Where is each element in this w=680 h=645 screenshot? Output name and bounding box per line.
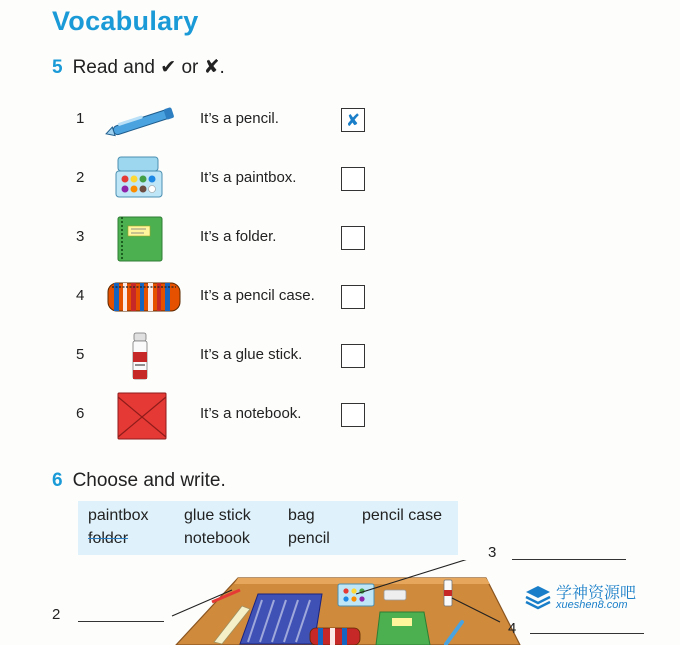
exercise-item-4 [0, 273, 400, 323]
label-number-2: 2 [52, 606, 61, 623]
word-bank-word-crossed: folder [88, 530, 129, 547]
word-bank [78, 501, 458, 555]
label-number-3: 3 [488, 544, 497, 561]
answer-blank-3[interactable] [512, 558, 626, 560]
item-number: 3 [76, 228, 85, 245]
glue-stick-icon [104, 332, 184, 382]
word-bank-word: pencil [288, 530, 330, 547]
item-text: It’s a pencil. [200, 110, 279, 127]
word-bank-word: bag [288, 507, 315, 524]
item-number: 2 [76, 169, 85, 186]
green-folder-icon [376, 612, 430, 645]
paintbox-icon [104, 155, 184, 205]
item-text: It’s a folder. [200, 228, 277, 245]
book-stack-icon [524, 584, 552, 610]
item-text: It’s a glue stick. [200, 346, 303, 363]
item-number: 6 [76, 405, 85, 422]
exercise-6-number: 6 [52, 470, 63, 491]
item-text: It’s a paintbox. [200, 169, 297, 186]
word-bank-word: pencil case [362, 507, 443, 524]
item-number: 5 [76, 346, 85, 363]
item-text: It’s a pencil case. [200, 287, 315, 304]
exercise-item-2 [0, 155, 400, 205]
exercise-5-number: 5 [52, 57, 63, 78]
answer-blank-2[interactable] [78, 620, 164, 622]
page-title: Vocabulary [52, 6, 199, 36]
answer-checkbox-1[interactable] [341, 108, 365, 132]
answer-checkbox-6[interactable] [341, 403, 365, 427]
answer-checkbox-2[interactable] [341, 167, 365, 191]
exercise-5-heading [52, 56, 225, 79]
exercise-6-heading [52, 470, 226, 492]
pencil-case-icon [310, 628, 360, 645]
pen-icon [104, 96, 184, 146]
eraser-icon [384, 590, 406, 600]
item-text: It’s a notebook. [200, 405, 302, 422]
exercise-item-5 [0, 332, 400, 382]
exercise-item-1 [0, 96, 400, 146]
cross-mark: ✘ [345, 110, 361, 130]
watermark [522, 580, 652, 616]
word-bank-word: glue stick [184, 507, 251, 524]
paintbox-icon [338, 584, 374, 606]
item-number: 1 [76, 110, 85, 127]
answer-checkbox-3[interactable] [341, 226, 365, 250]
exercise-6-instruction: Choose and write. [72, 470, 226, 491]
item-number: 4 [76, 287, 85, 304]
exercise-item-3 [0, 214, 400, 264]
notebook-icon [104, 214, 184, 264]
word-bank-word: notebook [184, 530, 250, 547]
answer-checkbox-4[interactable] [341, 285, 365, 309]
pencil-case-icon [104, 273, 184, 323]
glue-stick-icon [444, 580, 452, 606]
answer-blank-4[interactable] [530, 632, 644, 634]
folder-icon [104, 391, 184, 441]
word-bank-word: paintbox [88, 507, 149, 524]
exercise-item-6 [0, 391, 400, 441]
watermark-cn: 学神资源吧 [556, 583, 637, 602]
exercise-5-instruction: Read and ✔ or ✘. [72, 57, 225, 78]
label-number-4: 4 [508, 620, 517, 637]
watermark-url: xueshen8.com [556, 599, 628, 611]
answer-checkbox-5[interactable] [341, 344, 365, 368]
